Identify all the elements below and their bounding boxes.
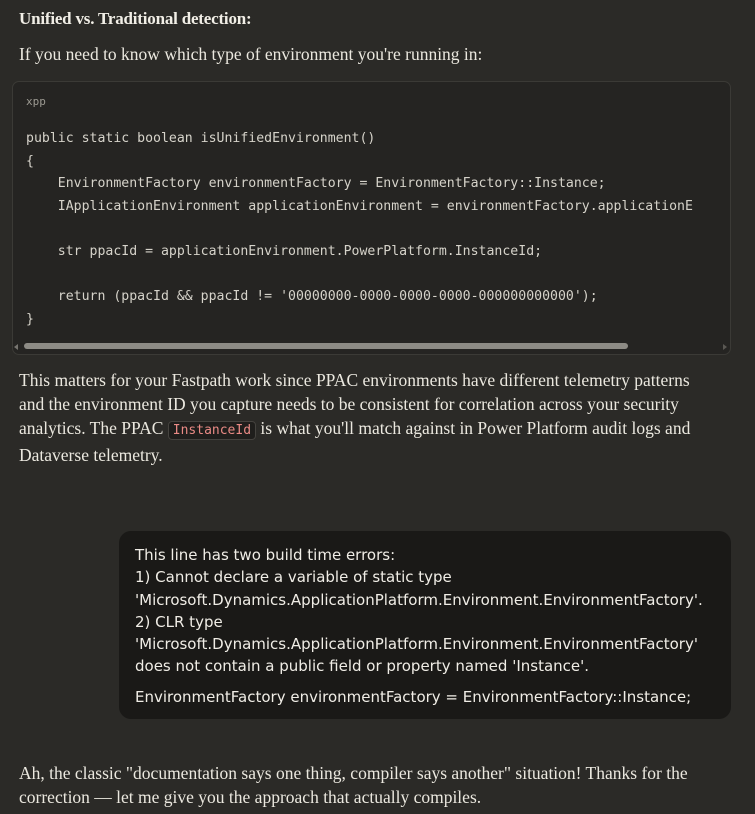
assistant-reply-text: Ah, the classic "documentation says one thing, compiler says another" situation! Thanks for the correction — let me give you the approach that actually compiles. (19, 763, 688, 807)
user-message-line: This line has two build time errors: (135, 546, 396, 564)
code-line (26, 264, 693, 287)
user-message-line: does not contain a public field or property named 'Instance'. (135, 657, 590, 676)
code-line: public static boolean isUnifiedEnvironment() (26, 131, 376, 146)
spacer (135, 678, 715, 686)
code-line: EnvironmentFactory environmentFactory = EnvironmentFactory::Instance; (26, 176, 606, 192)
user-message-line: 'Microsoft.Dynamics.ApplicationPlatform.Environment.EnvironmentFactory'. (135, 590, 703, 609)
user-message-bubble (119, 531, 731, 719)
explanation-paragraph (19, 368, 719, 467)
scrollbar-thumb[interactable] (24, 343, 628, 349)
code-content[interactable] (26, 128, 693, 331)
code-line: IApplicationEnvironment applicationEnvironment = environmentFactory.applicationE (26, 198, 693, 214)
paragraph-text: is what you'll match against in Power Platform audit logs and Dataverse telemetry. (19, 418, 691, 465)
user-quoted-code: EnvironmentFactory environmentFactory = EnvironmentFactory::Instance; (135, 687, 692, 706)
code-language-label: xpp (26, 95, 46, 108)
scroll-left-arrow-icon[interactable] (14, 344, 18, 350)
paragraph-text: This matters for your Fastpath work since PPAC environments have different telemetry patterns and the environment ID you capture needs to be consistent for correlation across your security analytics. The PPAC (19, 370, 690, 438)
user-message-line: 'Microsoft.Dynamics.ApplicationPlatform.Environment.EnvironmentFactory' (135, 635, 698, 654)
inline-code: InstanceId (168, 421, 256, 440)
user-message-line: 1) Cannot declare a variable of static type (135, 568, 452, 587)
scroll-right-arrow-icon[interactable] (723, 344, 727, 350)
section-heading: Unified vs. Traditional detection: (19, 9, 252, 28)
code-line: return (ppacId && ppacId != '00000000-0000-0000-0000-000000000000'); (26, 289, 598, 305)
code-line: str ppacId = applicationEnvironment.PowerPlatform.InstanceId; (26, 243, 543, 259)
code-line: { (26, 153, 34, 169)
code-line (26, 218, 693, 241)
intro-text: If you need to know which type of environment you're running in: (19, 44, 483, 64)
code-block[interactable] (12, 81, 731, 355)
user-message-line: 2) CLR type (135, 612, 223, 631)
code-line: } (26, 311, 34, 327)
horizontal-scrollbar[interactable] (13, 342, 730, 354)
